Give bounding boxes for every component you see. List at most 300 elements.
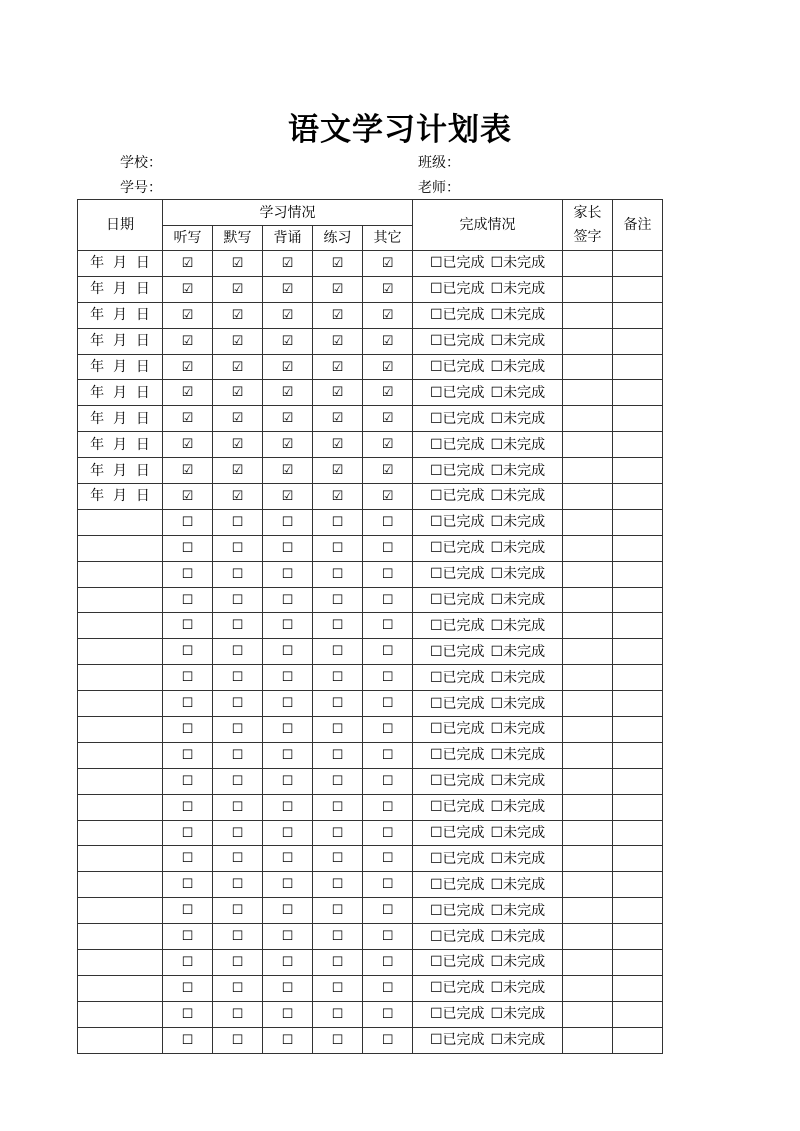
parent-sign-cell[interactable] — [563, 846, 613, 872]
date-cell[interactable] — [78, 846, 163, 872]
empty-checkbox[interactable] — [163, 924, 213, 950]
checkbox-empty-icon[interactable]: ☐ — [231, 903, 244, 919]
empty-checkbox[interactable] — [213, 561, 263, 587]
date-cell[interactable]: 年 月 日 — [78, 302, 163, 328]
empty-checkbox[interactable] — [163, 691, 213, 717]
done-checkbox[interactable]: ☐已完成 — [429, 514, 485, 531]
done-checkbox[interactable]: ☐已完成 — [429, 799, 485, 816]
checkbox-checked-icon[interactable]: ☑ — [281, 411, 294, 427]
empty-checkbox[interactable] — [313, 872, 363, 898]
checked-checkbox[interactable] — [213, 432, 263, 458]
parent-sign-cell[interactable] — [563, 380, 613, 406]
checkbox-empty-icon[interactable]: ☐ — [281, 592, 294, 608]
checkbox-empty-icon[interactable]: ☐ — [181, 670, 194, 686]
checkbox-empty-icon[interactable]: ☐ — [181, 592, 194, 608]
parent-sign-cell[interactable] — [563, 251, 613, 277]
not-done-checkbox[interactable]: ☐未完成 — [490, 255, 546, 272]
checkbox-checked-icon[interactable]: ☑ — [231, 359, 244, 375]
checked-checkbox[interactable] — [313, 458, 363, 484]
checkbox-checked-icon[interactable]: ☑ — [281, 307, 294, 323]
checkbox-empty-icon[interactable]: ☐ — [331, 929, 344, 945]
not-done-checkbox[interactable]: ☐未完成 — [490, 514, 546, 531]
checked-checkbox[interactable] — [313, 406, 363, 432]
checkbox-checked-icon[interactable]: ☑ — [181, 359, 194, 375]
empty-checkbox[interactable] — [263, 639, 313, 665]
empty-checkbox[interactable] — [263, 613, 313, 639]
checkbox-empty-icon[interactable]: ☐ — [231, 696, 244, 712]
empty-checkbox[interactable] — [313, 846, 363, 872]
checkbox-empty-icon[interactable]: ☐ — [381, 773, 394, 789]
empty-checkbox[interactable] — [313, 717, 363, 743]
checked-checkbox[interactable] — [163, 354, 213, 380]
checkbox-empty-icon[interactable]: ☐ — [331, 877, 344, 893]
checked-checkbox[interactable] — [263, 302, 313, 328]
parent-sign-cell[interactable] — [563, 1027, 613, 1053]
not-done-checkbox[interactable]: ☐未完成 — [490, 333, 546, 350]
checkbox-checked-icon[interactable]: ☑ — [181, 488, 194, 504]
remarks-cell[interactable] — [613, 276, 663, 302]
checkbox-checked-icon[interactable]: ☑ — [281, 437, 294, 453]
remarks-cell[interactable] — [613, 587, 663, 613]
done-checkbox[interactable]: ☐已完成 — [429, 333, 485, 350]
checkbox-checked-icon[interactable]: ☑ — [231, 463, 244, 479]
checkbox-empty-icon[interactable]: ☐ — [281, 851, 294, 867]
remarks-cell[interactable] — [613, 535, 663, 561]
checkbox-empty-icon[interactable]: ☐ — [331, 514, 344, 530]
checkbox-empty-icon[interactable]: ☐ — [381, 903, 394, 919]
checkbox-empty-icon[interactable]: ☐ — [331, 747, 344, 763]
checked-checkbox[interactable] — [363, 354, 413, 380]
not-done-checkbox[interactable]: ☐未完成 — [490, 876, 546, 893]
checkbox-empty-icon[interactable]: ☐ — [331, 825, 344, 841]
empty-checkbox[interactable] — [213, 898, 263, 924]
date-cell[interactable]: 年 月 日 — [78, 354, 163, 380]
checkbox-empty-icon[interactable]: ☐ — [181, 696, 194, 712]
checked-checkbox[interactable] — [213, 328, 263, 354]
not-done-checkbox[interactable]: ☐未完成 — [490, 721, 546, 738]
checkbox-checked-icon[interactable]: ☑ — [281, 488, 294, 504]
checkbox-empty-icon[interactable]: ☐ — [331, 799, 344, 815]
checkbox-empty-icon[interactable]: ☐ — [181, 566, 194, 582]
checkbox-empty-icon[interactable]: ☐ — [331, 592, 344, 608]
checkbox-empty-icon[interactable]: ☐ — [331, 540, 344, 556]
not-done-checkbox[interactable]: ☐未完成 — [490, 825, 546, 842]
empty-checkbox[interactable] — [313, 898, 363, 924]
checkbox-checked-icon[interactable]: ☑ — [281, 463, 294, 479]
empty-checkbox[interactable] — [263, 717, 313, 743]
empty-checkbox[interactable] — [213, 846, 263, 872]
checkbox-empty-icon[interactable]: ☐ — [381, 825, 394, 841]
checkbox-checked-icon[interactable]: ☑ — [231, 307, 244, 323]
checked-checkbox[interactable] — [213, 458, 263, 484]
done-checkbox[interactable]: ☐已完成 — [429, 384, 485, 401]
empty-checkbox[interactable] — [363, 535, 413, 561]
not-done-checkbox[interactable]: ☐未完成 — [490, 799, 546, 816]
empty-checkbox[interactable] — [263, 950, 313, 976]
empty-checkbox[interactable] — [263, 742, 313, 768]
date-cell[interactable]: 年 月 日 — [78, 328, 163, 354]
done-checkbox[interactable]: ☐已完成 — [429, 1032, 485, 1049]
empty-checkbox[interactable] — [213, 820, 263, 846]
checked-checkbox[interactable] — [313, 251, 363, 277]
checkbox-empty-icon[interactable]: ☐ — [281, 514, 294, 530]
checked-checkbox[interactable] — [363, 328, 413, 354]
checkbox-checked-icon[interactable]: ☑ — [281, 333, 294, 349]
empty-checkbox[interactable] — [313, 820, 363, 846]
empty-checkbox[interactable] — [163, 613, 213, 639]
checked-checkbox[interactable] — [363, 380, 413, 406]
checkbox-empty-icon[interactable]: ☐ — [231, 773, 244, 789]
done-checkbox[interactable]: ☐已完成 — [429, 876, 485, 893]
checkbox-empty-icon[interactable]: ☐ — [381, 1006, 394, 1022]
done-checkbox[interactable]: ☐已完成 — [429, 592, 485, 609]
remarks-cell[interactable] — [613, 846, 663, 872]
empty-checkbox[interactable] — [363, 639, 413, 665]
checkbox-empty-icon[interactable]: ☐ — [231, 721, 244, 737]
checkbox-empty-icon[interactable]: ☐ — [181, 644, 194, 660]
checkbox-checked-icon[interactable]: ☑ — [331, 385, 344, 401]
checkbox-empty-icon[interactable]: ☐ — [331, 903, 344, 919]
checked-checkbox[interactable] — [363, 432, 413, 458]
checkbox-checked-icon[interactable]: ☑ — [381, 255, 394, 271]
date-cell[interactable] — [78, 613, 163, 639]
checkbox-checked-icon[interactable]: ☑ — [181, 385, 194, 401]
empty-checkbox[interactable] — [313, 691, 363, 717]
checked-checkbox[interactable] — [313, 302, 363, 328]
parent-sign-cell[interactable] — [563, 1001, 613, 1027]
checkbox-empty-icon[interactable]: ☐ — [181, 851, 194, 867]
empty-checkbox[interactable] — [363, 1027, 413, 1053]
checked-checkbox[interactable] — [263, 328, 313, 354]
checkbox-empty-icon[interactable]: ☐ — [281, 644, 294, 660]
checkbox-empty-icon[interactable]: ☐ — [181, 1032, 194, 1048]
not-done-checkbox[interactable]: ☐未完成 — [490, 436, 546, 453]
not-done-checkbox[interactable]: ☐未完成 — [490, 617, 546, 634]
checkbox-empty-icon[interactable]: ☐ — [181, 540, 194, 556]
remarks-cell[interactable] — [613, 432, 663, 458]
remarks-cell[interactable] — [613, 717, 663, 743]
empty-checkbox[interactable] — [163, 950, 213, 976]
checked-checkbox[interactable] — [163, 251, 213, 277]
remarks-cell[interactable] — [613, 950, 663, 976]
empty-checkbox[interactable] — [263, 768, 313, 794]
parent-sign-cell[interactable] — [563, 458, 613, 484]
date-cell[interactable] — [78, 898, 163, 924]
done-checkbox[interactable]: ☐已完成 — [429, 773, 485, 790]
date-cell[interactable] — [78, 717, 163, 743]
checkbox-empty-icon[interactable]: ☐ — [381, 566, 394, 582]
parent-sign-cell[interactable] — [563, 872, 613, 898]
checkbox-empty-icon[interactable]: ☐ — [281, 721, 294, 737]
checkbox-empty-icon[interactable]: ☐ — [331, 670, 344, 686]
checked-checkbox[interactable] — [263, 484, 313, 510]
empty-checkbox[interactable] — [363, 717, 413, 743]
checkbox-empty-icon[interactable]: ☐ — [381, 1032, 394, 1048]
remarks-cell[interactable] — [613, 302, 663, 328]
checked-checkbox[interactable] — [363, 276, 413, 302]
parent-sign-cell[interactable] — [563, 768, 613, 794]
checked-checkbox[interactable] — [313, 276, 363, 302]
checkbox-checked-icon[interactable]: ☑ — [181, 437, 194, 453]
checkbox-checked-icon[interactable]: ☑ — [381, 333, 394, 349]
checkbox-empty-icon[interactable]: ☐ — [331, 954, 344, 970]
checkbox-checked-icon[interactable]: ☑ — [331, 437, 344, 453]
empty-checkbox[interactable] — [213, 924, 263, 950]
checked-checkbox[interactable] — [263, 251, 313, 277]
done-checkbox[interactable]: ☐已完成 — [429, 1006, 485, 1023]
empty-checkbox[interactable] — [213, 535, 263, 561]
checkbox-checked-icon[interactable]: ☑ — [181, 307, 194, 323]
empty-checkbox[interactable] — [313, 639, 363, 665]
done-checkbox[interactable]: ☐已完成 — [429, 954, 485, 971]
parent-sign-cell[interactable] — [563, 302, 613, 328]
empty-checkbox[interactable] — [163, 794, 213, 820]
checked-checkbox[interactable] — [313, 484, 363, 510]
date-cell[interactable] — [78, 665, 163, 691]
empty-checkbox[interactable] — [363, 742, 413, 768]
empty-checkbox[interactable] — [363, 561, 413, 587]
parent-sign-cell[interactable] — [563, 898, 613, 924]
remarks-cell[interactable] — [613, 1001, 663, 1027]
empty-checkbox[interactable] — [313, 924, 363, 950]
not-done-checkbox[interactable]: ☐未完成 — [490, 902, 546, 919]
checkbox-empty-icon[interactable]: ☐ — [331, 773, 344, 789]
remarks-cell[interactable] — [613, 509, 663, 535]
empty-checkbox[interactable] — [313, 768, 363, 794]
checked-checkbox[interactable] — [363, 406, 413, 432]
empty-checkbox[interactable] — [163, 872, 213, 898]
not-done-checkbox[interactable]: ☐未完成 — [490, 695, 546, 712]
checked-checkbox[interactable] — [263, 432, 313, 458]
checkbox-empty-icon[interactable]: ☐ — [231, 514, 244, 530]
checkbox-checked-icon[interactable]: ☑ — [231, 385, 244, 401]
date-cell[interactable] — [78, 639, 163, 665]
checkbox-empty-icon[interactable]: ☐ — [281, 566, 294, 582]
empty-checkbox[interactable] — [363, 768, 413, 794]
not-done-checkbox[interactable]: ☐未完成 — [490, 773, 546, 790]
checkbox-empty-icon[interactable]: ☐ — [231, 540, 244, 556]
checkbox-empty-icon[interactable]: ☐ — [281, 929, 294, 945]
empty-checkbox[interactable] — [213, 509, 263, 535]
checkbox-empty-icon[interactable]: ☐ — [231, 851, 244, 867]
not-done-checkbox[interactable]: ☐未完成 — [490, 540, 546, 557]
checkbox-empty-icon[interactable]: ☐ — [281, 1006, 294, 1022]
done-checkbox[interactable]: ☐已完成 — [429, 307, 485, 324]
checkbox-empty-icon[interactable]: ☐ — [231, 592, 244, 608]
checkbox-empty-icon[interactable]: ☐ — [231, 644, 244, 660]
empty-checkbox[interactable] — [213, 639, 263, 665]
checkbox-checked-icon[interactable]: ☑ — [381, 488, 394, 504]
empty-checkbox[interactable] — [363, 950, 413, 976]
checkbox-checked-icon[interactable]: ☑ — [181, 255, 194, 271]
date-cell[interactable] — [78, 561, 163, 587]
checkbox-empty-icon[interactable]: ☐ — [181, 954, 194, 970]
checkbox-empty-icon[interactable]: ☐ — [181, 799, 194, 815]
done-checkbox[interactable]: ☐已完成 — [429, 359, 485, 375]
not-done-checkbox[interactable]: ☐未完成 — [490, 747, 546, 764]
done-checkbox[interactable]: ☐已完成 — [429, 980, 485, 997]
checkbox-empty-icon[interactable]: ☐ — [381, 514, 394, 530]
checkbox-empty-icon[interactable]: ☐ — [281, 747, 294, 763]
empty-checkbox[interactable] — [213, 665, 263, 691]
date-cell[interactable] — [78, 509, 163, 535]
empty-checkbox[interactable] — [313, 561, 363, 587]
done-checkbox[interactable]: ☐已完成 — [429, 928, 485, 945]
checked-checkbox[interactable] — [313, 328, 363, 354]
checkbox-checked-icon[interactable]: ☑ — [331, 488, 344, 504]
not-done-checkbox[interactable]: ☐未完成 — [490, 1032, 546, 1049]
checkbox-empty-icon[interactable]: ☐ — [331, 696, 344, 712]
checkbox-checked-icon[interactable]: ☑ — [231, 437, 244, 453]
empty-checkbox[interactable] — [163, 587, 213, 613]
parent-sign-cell[interactable] — [563, 794, 613, 820]
empty-checkbox[interactable] — [163, 639, 213, 665]
remarks-cell[interactable] — [613, 613, 663, 639]
date-cell[interactable] — [78, 742, 163, 768]
not-done-checkbox[interactable]: ☐未完成 — [490, 566, 546, 583]
remarks-cell[interactable] — [613, 458, 663, 484]
checkbox-checked-icon[interactable]: ☑ — [231, 488, 244, 504]
checkbox-empty-icon[interactable]: ☐ — [381, 747, 394, 763]
checkbox-checked-icon[interactable]: ☑ — [331, 281, 344, 297]
date-cell[interactable]: 年 月 日 — [78, 251, 163, 277]
checkbox-checked-icon[interactable]: ☑ — [231, 281, 244, 297]
done-checkbox[interactable]: ☐已完成 — [429, 281, 485, 298]
not-done-checkbox[interactable]: ☐未完成 — [490, 410, 546, 427]
checkbox-empty-icon[interactable]: ☐ — [231, 747, 244, 763]
checked-checkbox[interactable] — [263, 380, 313, 406]
not-done-checkbox[interactable]: ☐未完成 — [490, 643, 546, 660]
parent-sign-cell[interactable] — [563, 432, 613, 458]
checkbox-checked-icon[interactable]: ☑ — [181, 463, 194, 479]
checkbox-empty-icon[interactable]: ☐ — [331, 980, 344, 996]
remarks-cell[interactable] — [613, 975, 663, 1001]
empty-checkbox[interactable] — [263, 665, 313, 691]
empty-checkbox[interactable] — [363, 1001, 413, 1027]
done-checkbox[interactable]: ☐已完成 — [429, 462, 485, 479]
date-cell[interactable]: 年 月 日 — [78, 484, 163, 510]
date-cell[interactable] — [78, 587, 163, 613]
checkbox-empty-icon[interactable]: ☐ — [331, 851, 344, 867]
checkbox-empty-icon[interactable]: ☐ — [331, 566, 344, 582]
empty-checkbox[interactable] — [313, 1027, 363, 1053]
checkbox-empty-icon[interactable]: ☐ — [181, 877, 194, 893]
checkbox-empty-icon[interactable]: ☐ — [381, 877, 394, 893]
checkbox-empty-icon[interactable]: ☐ — [331, 1032, 344, 1048]
empty-checkbox[interactable] — [363, 509, 413, 535]
checkbox-empty-icon[interactable]: ☐ — [281, 980, 294, 996]
empty-checkbox[interactable] — [363, 924, 413, 950]
empty-checkbox[interactable] — [213, 975, 263, 1001]
done-checkbox[interactable]: ☐已完成 — [429, 902, 485, 919]
checkbox-empty-icon[interactable]: ☐ — [181, 514, 194, 530]
checked-checkbox[interactable] — [213, 251, 263, 277]
remarks-cell[interactable] — [613, 872, 663, 898]
checkbox-empty-icon[interactable]: ☐ — [231, 670, 244, 686]
empty-checkbox[interactable] — [163, 820, 213, 846]
checkbox-empty-icon[interactable]: ☐ — [331, 1006, 344, 1022]
checkbox-checked-icon[interactable]: ☑ — [281, 255, 294, 271]
parent-sign-cell[interactable] — [563, 354, 613, 380]
checkbox-empty-icon[interactable]: ☐ — [381, 929, 394, 945]
checked-checkbox[interactable] — [313, 380, 363, 406]
done-checkbox[interactable]: ☐已完成 — [429, 825, 485, 842]
parent-sign-cell[interactable] — [563, 639, 613, 665]
checkbox-empty-icon[interactable]: ☐ — [181, 929, 194, 945]
remarks-cell[interactable] — [613, 328, 663, 354]
checked-checkbox[interactable] — [363, 484, 413, 510]
not-done-checkbox[interactable]: ☐未完成 — [490, 980, 546, 997]
parent-sign-cell[interactable] — [563, 665, 613, 691]
done-checkbox[interactable]: ☐已完成 — [429, 643, 485, 660]
parent-sign-cell[interactable] — [563, 975, 613, 1001]
done-checkbox[interactable]: ☐已完成 — [429, 747, 485, 764]
not-done-checkbox[interactable]: ☐未完成 — [490, 1006, 546, 1023]
checkbox-empty-icon[interactable]: ☐ — [231, 1032, 244, 1048]
checkbox-empty-icon[interactable]: ☐ — [281, 540, 294, 556]
date-cell[interactable]: 年 月 日 — [78, 380, 163, 406]
remarks-cell[interactable] — [613, 380, 663, 406]
checkbox-checked-icon[interactable]: ☑ — [381, 359, 394, 375]
parent-sign-cell[interactable] — [563, 950, 613, 976]
checked-checkbox[interactable] — [163, 380, 213, 406]
not-done-checkbox[interactable]: ☐未完成 — [490, 307, 546, 324]
checkbox-empty-icon[interactable]: ☐ — [281, 903, 294, 919]
empty-checkbox[interactable] — [163, 846, 213, 872]
empty-checkbox[interactable] — [163, 665, 213, 691]
checked-checkbox[interactable] — [163, 484, 213, 510]
empty-checkbox[interactable] — [363, 846, 413, 872]
checkbox-empty-icon[interactable]: ☐ — [281, 1032, 294, 1048]
empty-checkbox[interactable] — [163, 1001, 213, 1027]
checkbox-checked-icon[interactable]: ☑ — [331, 307, 344, 323]
date-cell[interactable] — [78, 975, 163, 1001]
done-checkbox[interactable]: ☐已完成 — [429, 436, 485, 453]
checkbox-empty-icon[interactable]: ☐ — [231, 799, 244, 815]
empty-checkbox[interactable] — [163, 561, 213, 587]
done-checkbox[interactable]: ☐已完成 — [429, 669, 485, 686]
empty-checkbox[interactable] — [313, 950, 363, 976]
not-done-checkbox[interactable]: ☐未完成 — [490, 359, 546, 375]
empty-checkbox[interactable] — [363, 898, 413, 924]
empty-checkbox[interactable] — [363, 794, 413, 820]
remarks-cell[interactable] — [613, 924, 663, 950]
empty-checkbox[interactable] — [263, 535, 313, 561]
not-done-checkbox[interactable]: ☐未完成 — [490, 462, 546, 479]
remarks-cell[interactable] — [613, 898, 663, 924]
done-checkbox[interactable]: ☐已完成 — [429, 617, 485, 634]
done-checkbox[interactable]: ☐已完成 — [429, 488, 485, 505]
date-cell[interactable] — [78, 794, 163, 820]
empty-checkbox[interactable] — [363, 691, 413, 717]
empty-checkbox[interactable] — [263, 561, 313, 587]
empty-checkbox[interactable] — [263, 820, 313, 846]
parent-sign-cell[interactable] — [563, 742, 613, 768]
checkbox-checked-icon[interactable]: ☑ — [181, 333, 194, 349]
checkbox-empty-icon[interactable]: ☐ — [281, 696, 294, 712]
checkbox-empty-icon[interactable]: ☐ — [281, 670, 294, 686]
not-done-checkbox[interactable]: ☐未完成 — [490, 281, 546, 298]
checkbox-empty-icon[interactable]: ☐ — [231, 1006, 244, 1022]
checkbox-empty-icon[interactable]: ☐ — [181, 747, 194, 763]
date-cell[interactable]: 年 月 日 — [78, 432, 163, 458]
checkbox-empty-icon[interactable]: ☐ — [181, 721, 194, 737]
remarks-cell[interactable] — [613, 691, 663, 717]
checkbox-empty-icon[interactable]: ☐ — [381, 592, 394, 608]
remarks-cell[interactable] — [613, 251, 663, 277]
checked-checkbox[interactable] — [163, 276, 213, 302]
date-cell[interactable] — [78, 820, 163, 846]
